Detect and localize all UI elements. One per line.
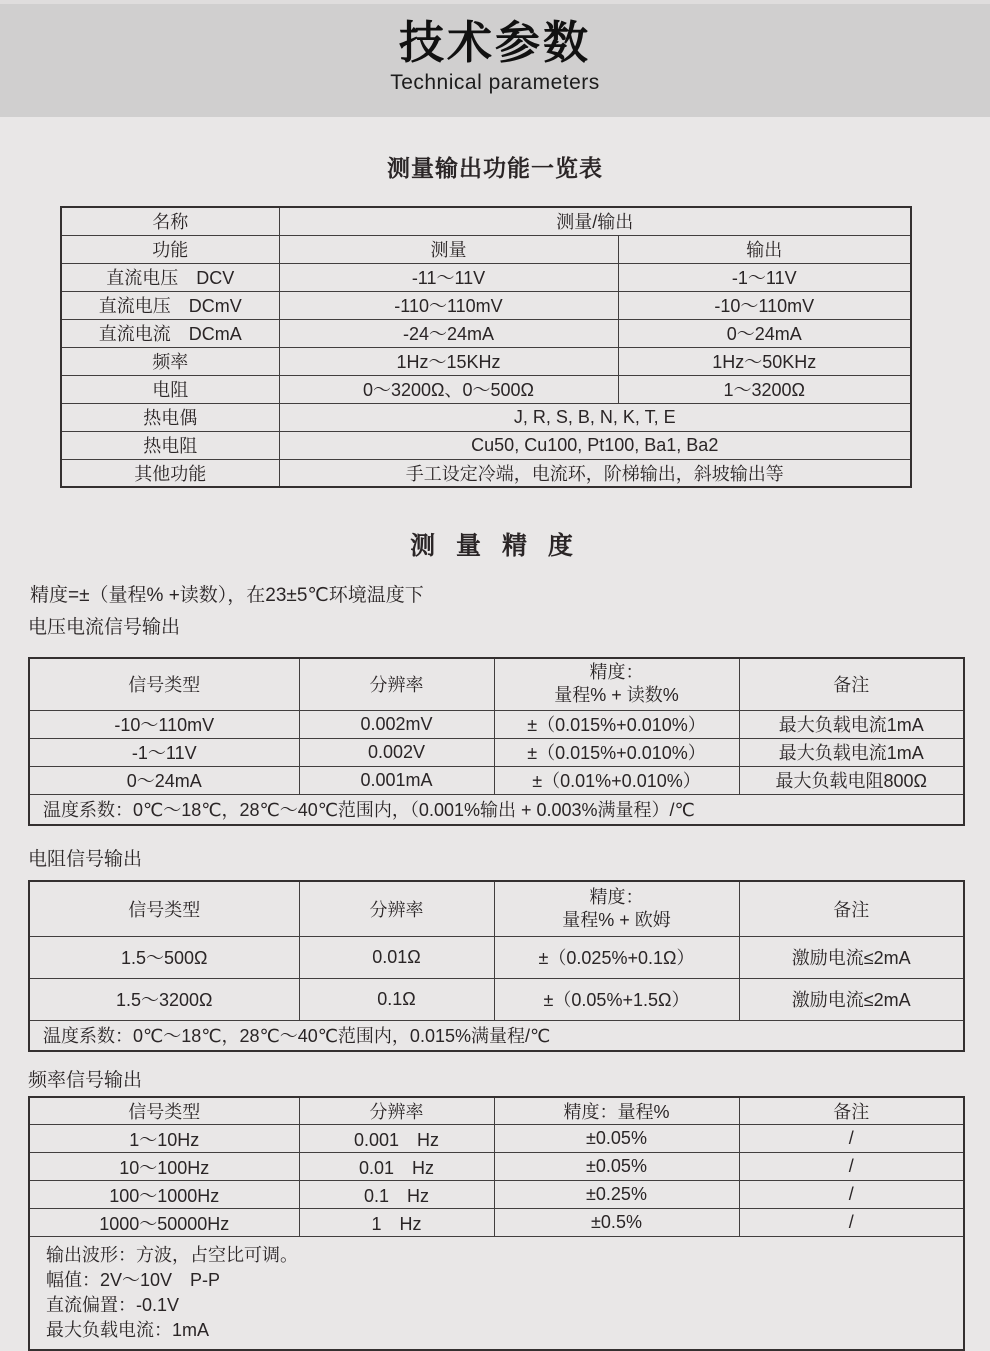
- type-cell: 100～1000Hz: [29, 1181, 299, 1209]
- row-name-cell: 直流电流 DCmA: [61, 319, 279, 347]
- row-name-cell: 电阻: [61, 375, 279, 403]
- resolution-cell: 0.001mA: [299, 766, 494, 794]
- col-resolution-header: 分辨率: [299, 658, 494, 710]
- resolution-cell: 0.1Ω: [299, 978, 494, 1020]
- resolution-cell: 0.01Ω: [299, 936, 494, 978]
- type-cell: 0～24mA: [29, 766, 299, 794]
- header-row: [29, 881, 964, 936]
- table-row: [29, 1181, 964, 1209]
- output-waveform-notes: [29, 1237, 964, 1351]
- row-value-cell: 手工设定冷端，电流环，阶梯输出，斜坡输出等: [279, 459, 911, 487]
- col-resolution-header: 分辨率: [299, 881, 494, 936]
- row-output-cell: 1Hz～50KHz: [618, 347, 911, 375]
- type-cell: 1.5～3200Ω: [29, 978, 299, 1020]
- overview-subheader-row: [61, 235, 911, 263]
- col-accuracy-header-line1: 精度：: [589, 886, 644, 907]
- max-load-current-note: 最大负载电流：1mA: [46, 1320, 210, 1340]
- resolution-cell: 1 Hz: [299, 1209, 494, 1237]
- col-accuracy-header: 精度：量程%: [494, 1097, 739, 1125]
- table-row: [29, 710, 964, 738]
- accuracy-cell: ±0.5%: [494, 1209, 739, 1237]
- overview-header-row: [61, 207, 911, 235]
- subheader-measure-cell: 测量: [279, 235, 618, 263]
- remark-cell: 最大负载电流1mA: [739, 738, 964, 766]
- waveform-note: 输出波形：方波，占空比可调。: [46, 1245, 298, 1265]
- accuracy-cell: ±0.05%: [494, 1153, 739, 1181]
- header-row: [29, 1097, 964, 1125]
- overview-table: [60, 206, 912, 488]
- remark-cell: /: [739, 1181, 964, 1209]
- row-output-cell: -1～11V: [618, 263, 911, 291]
- type-cell: 1000～50000Hz: [29, 1209, 299, 1237]
- row-measure-cell: -110～110mV: [279, 291, 618, 319]
- resolution-cell: 0.1 Hz: [299, 1181, 494, 1209]
- type-cell: 1～10Hz: [29, 1125, 299, 1153]
- col-type-header: 信号类型: [29, 881, 299, 936]
- table-row: [29, 1209, 964, 1237]
- subheader-output-cell: 输出: [618, 235, 911, 263]
- table-row: [61, 347, 911, 375]
- table-row: [61, 375, 911, 403]
- table-row: [61, 263, 911, 291]
- row-measure-cell: 1Hz～15KHz: [279, 347, 618, 375]
- type-cell: -1～11V: [29, 738, 299, 766]
- accuracy-cell: ±（0.025%+0.1Ω）: [494, 936, 739, 978]
- table-row: [61, 459, 911, 487]
- col-accuracy-header-line1: 精度：: [589, 662, 644, 683]
- table-row: [29, 738, 964, 766]
- frequency-table: [28, 1096, 965, 1351]
- row-measure-cell: 0～3200Ω、0～500Ω: [279, 375, 618, 403]
- temperature-coefficient-note: 温度系数：0℃～18℃，28℃～40℃范围内，（0.001%输出 + 0.003%满量程）/℃: [29, 794, 964, 825]
- row-output-cell: 1～3200Ω: [618, 375, 911, 403]
- page-header: [0, 4, 990, 117]
- voltage-current-table: [28, 657, 965, 826]
- col-type-header: 信号类型: [29, 1097, 299, 1125]
- voltage-current-heading: 电压电流信号输出: [28, 617, 181, 638]
- footer-row: [29, 1237, 964, 1351]
- amplitude-note: 幅值：2V～10V P-P: [46, 1270, 221, 1290]
- col-accuracy-header: [494, 881, 739, 936]
- row-name-cell: 直流电压 DCmV: [61, 291, 279, 319]
- accuracy-cell: ±0.25%: [494, 1181, 739, 1209]
- col-accuracy-header-line2: 量程% + 欧姆: [562, 909, 671, 930]
- col-remark-header: 备注: [739, 658, 964, 710]
- col-accuracy-header-line2: 量程% + 读数%: [554, 685, 679, 706]
- resolution-cell: 0.01 Hz: [299, 1153, 494, 1181]
- remark-cell: /: [739, 1209, 964, 1237]
- table-row: [61, 291, 911, 319]
- accuracy-cell: ±（0.01%+0.010%）: [494, 766, 739, 794]
- row-value-cell: Cu50, Cu100, Pt100, Ba1, Ba2: [279, 431, 911, 459]
- dc-offset-note: 直流偏置：-0.1V: [46, 1295, 180, 1315]
- row-name-cell: 直流电压 DCV: [61, 263, 279, 291]
- col-resolution-header: 分辨率: [299, 1097, 494, 1125]
- remark-cell: 最大负载电流1mA: [739, 710, 964, 738]
- row-measure-cell: -11～11V: [279, 263, 618, 291]
- frequency-heading: 频率信号输出: [28, 1070, 143, 1091]
- page-subtitle: Technical parameters: [390, 70, 600, 94]
- col-accuracy-header: [494, 658, 739, 710]
- table-row: [61, 403, 911, 431]
- resolution-cell: 0.001 Hz: [299, 1125, 494, 1153]
- accuracy-cell: ±0.05%: [494, 1125, 739, 1153]
- type-cell: -10～110mV: [29, 710, 299, 738]
- footer-row: [29, 1020, 964, 1051]
- header-name-cell: 名称: [61, 207, 279, 235]
- resistance-table: [28, 880, 965, 1052]
- row-name-cell: 热电阻: [61, 431, 279, 459]
- row-name-cell: 频率: [61, 347, 279, 375]
- table-row: [61, 431, 911, 459]
- subheader-name-cell: 功能: [61, 235, 279, 263]
- remark-cell: 激励电流≤2mA: [739, 978, 964, 1020]
- resolution-cell: 0.002V: [299, 738, 494, 766]
- col-remark-header: 备注: [739, 1097, 964, 1125]
- accuracy-note: 精度=±（量程% +读数），在23±5℃环境温度下: [30, 585, 424, 606]
- row-output-cell: 0～24mA: [618, 319, 911, 347]
- remark-cell: 激励电流≤2mA: [739, 936, 964, 978]
- table-row: [29, 766, 964, 794]
- type-cell: 10～100Hz: [29, 1153, 299, 1181]
- accuracy-section-title: 测 量 精 度: [410, 532, 580, 560]
- col-type-header: 信号类型: [29, 658, 299, 710]
- row-measure-cell: -24～24mA: [279, 319, 618, 347]
- table-row: [29, 1153, 964, 1181]
- footer-row: [29, 794, 964, 825]
- table-row: [29, 936, 964, 978]
- accuracy-cell: ±（0.05%+1.5Ω）: [494, 978, 739, 1020]
- table-row: [61, 319, 911, 347]
- table-row: [29, 1125, 964, 1153]
- page-title: 技术参数: [398, 17, 591, 68]
- col-remark-header: 备注: [739, 881, 964, 936]
- resolution-cell: 0.002mV: [299, 710, 494, 738]
- remark-cell: /: [739, 1125, 964, 1153]
- row-output-cell: -10～110mV: [618, 291, 911, 319]
- accuracy-cell: ±（0.015%+0.010%）: [494, 738, 739, 766]
- row-value-cell: J, R, S, B, N, K, T, E: [279, 403, 911, 431]
- header-value-cell: 测量/输出: [279, 207, 911, 235]
- header-row: [29, 658, 964, 710]
- row-name-cell: 其他功能: [61, 459, 279, 487]
- resistance-heading: 电阻信号输出: [28, 849, 143, 870]
- remark-cell: /: [739, 1153, 964, 1181]
- table-row: [29, 978, 964, 1020]
- overview-table-title: 测量输出功能一览表: [387, 155, 603, 181]
- temperature-coefficient-note: 温度系数：0℃～18℃，28℃～40℃范围内，0.015%满量程/℃: [29, 1020, 964, 1051]
- remark-cell: 最大负载电阻800Ω: [739, 766, 964, 794]
- accuracy-cell: ±（0.015%+0.010%）: [494, 710, 739, 738]
- type-cell: 1.5～500Ω: [29, 936, 299, 978]
- row-name-cell: 热电偶: [61, 403, 279, 431]
